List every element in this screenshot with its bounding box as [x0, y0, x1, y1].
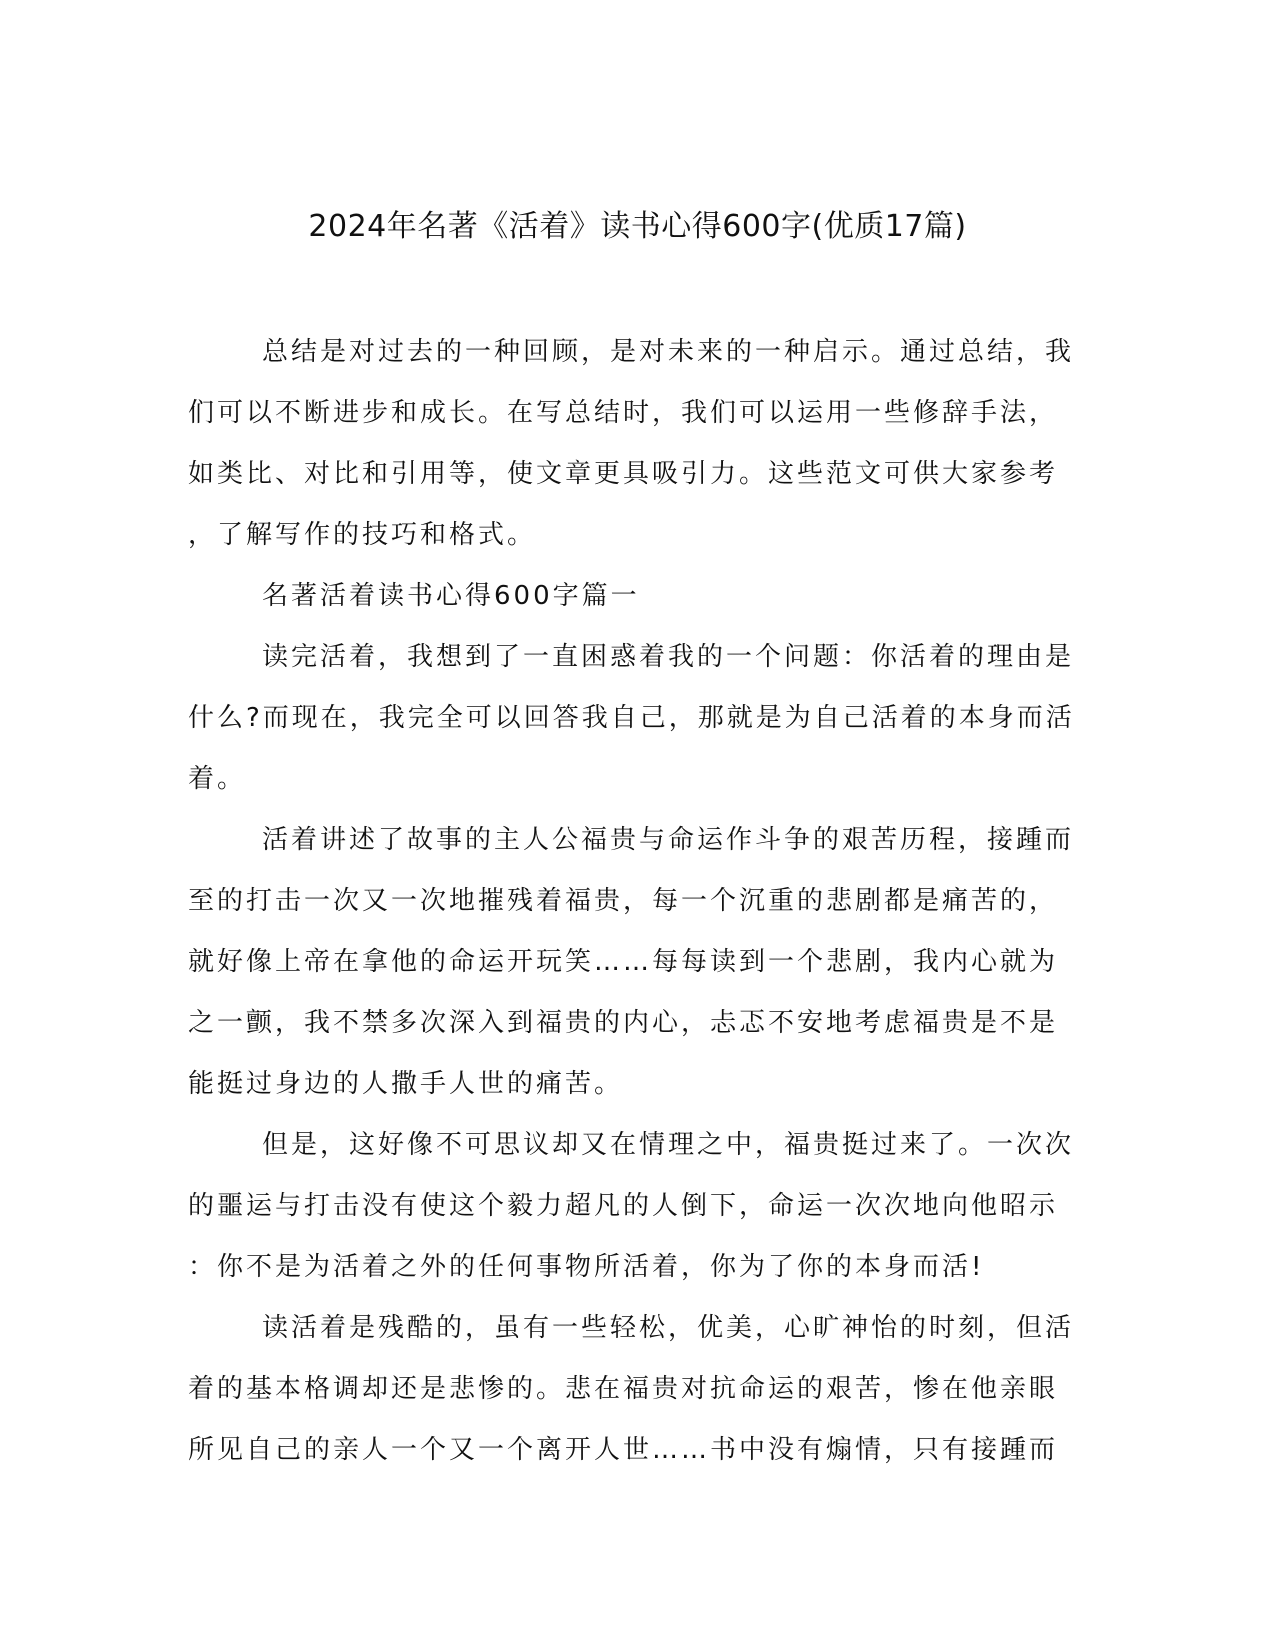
paragraph-line: 之一颤，我不禁多次深入到福贵的内心，忐忑不安地考虑福贵是不是: [188, 1008, 1059, 1038]
document-title: 2024年名著《活着》读书心得600字(优质17篇): [308, 209, 967, 244]
paragraph-line: 读完活着，我想到了一直困惑着我的一个问题：你活着的理由是: [262, 642, 1075, 672]
paragraph-line: 所见自己的亲人一个又一个离开人世……书中没有煽情，只有接踵而: [188, 1435, 1059, 1465]
paragraph-line: 着。: [188, 764, 247, 794]
paragraph-line: ，了解写作的技巧和格式。: [188, 520, 537, 550]
paragraph-line: 活着讲述了故事的主人公福贵与命运作斗争的艰苦历程，接踵而: [262, 825, 1075, 855]
paragraph-line: 就好像上帝在拿他的命运开玩笑……每每读到一个悲剧，我内心就为: [188, 947, 1059, 977]
paragraph-line: 们可以不断进步和成长。在写总结时，我们可以运用一些修辞手法，: [188, 398, 1059, 428]
paragraph-line: 至的打击一次又一次地摧残着福贵，每一个沉重的悲剧都是痛苦的，: [188, 886, 1059, 916]
paragraph-line: 但是，这好像不可思议却又在情理之中，福贵挺过来了。一次次: [262, 1130, 1075, 1160]
paragraph-line: ：你不是为活着之外的任何事物所活着，你为了你的本身而活!: [188, 1252, 985, 1282]
paragraph-line: 能挺过身边的人撒手人世的痛苦。: [188, 1069, 624, 1099]
paragraph-line: 总结是对过去的一种回顾，是对未来的一种启示。通过总结，我: [262, 337, 1075, 367]
section-heading: 名著活着读书心得600字篇一: [262, 581, 640, 611]
document-body: [188, 322, 1075, 1481]
paragraph-line: 读活着是残酷的，虽有一些轻松，优美，心旷神怡的时刻，但活: [262, 1313, 1075, 1343]
paragraph-line: 着的基本格调却还是悲惨的。悲在福贵对抗命运的艰苦，惨在他亲眼: [188, 1374, 1059, 1404]
paragraph-line: 如类比、对比和引用等，使文章更具吸引力。这些范文可供大家参考: [188, 459, 1059, 489]
paragraph-line: 什么?而现在，我完全可以回答我自己，那就是为自己活着的本身而活: [188, 703, 1075, 733]
paragraph-line: 的噩运与打击没有使这个毅力超凡的人倒下，命运一次次地向他昭示: [188, 1191, 1059, 1221]
